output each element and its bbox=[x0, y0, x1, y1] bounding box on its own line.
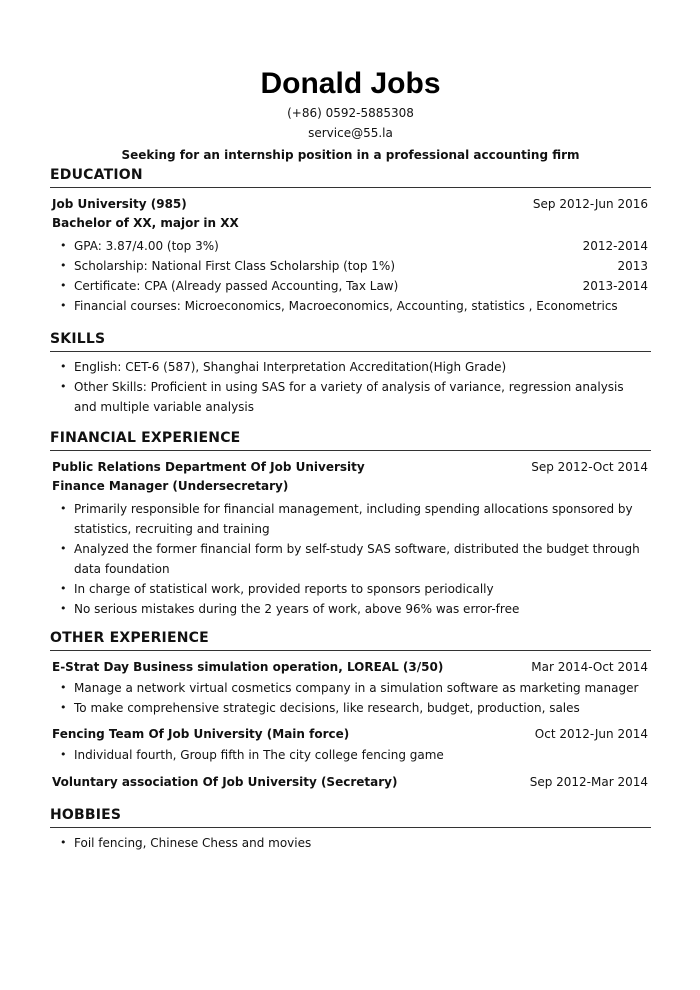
degree: Bachelor of XX, major in XX bbox=[52, 216, 239, 230]
item-text: To make comprehensive strategic decisions, like research, budget, production, sales bbox=[74, 701, 580, 715]
list-item bbox=[50, 276, 651, 296]
bullet-icon: • bbox=[60, 259, 67, 272]
other-org-row bbox=[50, 657, 651, 678]
hobbies-list bbox=[50, 833, 651, 853]
education-school-row bbox=[50, 194, 651, 215]
item-text: Analyzed the former financial form by self-study SAS software, distributed the budget through data foundation bbox=[74, 542, 640, 576]
financial-heading: FINANCIAL EXPERIENCE bbox=[50, 429, 651, 451]
item-text: Certificate: CPA (Already passed Accounting, Tax Law) bbox=[74, 279, 399, 293]
bullet-icon: • bbox=[60, 681, 67, 694]
item-text: Other Skills: Proficient in using SAS for a variety of analysis of variance, regression analysis and multiple variable analysis bbox=[74, 380, 624, 414]
organization-name: Fencing Team Of Job University (Main force) bbox=[52, 727, 350, 741]
item-date: 2013-2014 bbox=[582, 279, 648, 293]
item-date: 2012-2014 bbox=[582, 239, 648, 253]
hobbies-section bbox=[50, 806, 651, 853]
hobbies-heading: HOBBIES bbox=[50, 806, 651, 828]
skills-list bbox=[50, 357, 651, 417]
organization-name: E-Strat Day Business simulation operation, LOREAL (3/50) bbox=[52, 660, 444, 674]
item-text: No serious mistakes during the 2 years of work, above 96% was error-free bbox=[74, 602, 520, 616]
bullet-icon: • bbox=[60, 279, 67, 292]
item-text: In charge of statistical work, provided reports to sponsors periodically bbox=[74, 582, 494, 596]
list-item bbox=[50, 745, 651, 765]
education-section bbox=[50, 166, 651, 316]
list-item bbox=[50, 357, 651, 377]
financial-list bbox=[50, 499, 651, 619]
item-text: Manage a network virtual cosmetics company in a simulation software as marketing manager bbox=[74, 681, 639, 695]
financial-org-row bbox=[50, 457, 651, 478]
list-item bbox=[50, 236, 651, 256]
organization-name: Voluntary association Of Job University (Secretary) bbox=[52, 775, 398, 789]
organization-dates: Sep 2012-Mar 2014 bbox=[529, 775, 648, 789]
item-text: GPA: 3.87/4.00 (top 3%) bbox=[74, 239, 219, 253]
bullet-icon: • bbox=[60, 748, 67, 761]
candidate-name: Donald Jobs bbox=[260, 67, 441, 100]
list-item bbox=[50, 256, 651, 276]
list-item bbox=[50, 539, 651, 579]
financial-experience-section bbox=[50, 429, 651, 619]
education-list bbox=[50, 236, 651, 316]
role-title: Finance Manager (Undersecretary) bbox=[52, 479, 289, 493]
list-item bbox=[50, 833, 651, 853]
item-text: Foil fencing, Chinese Chess and movies bbox=[74, 836, 312, 850]
list-item bbox=[50, 678, 651, 698]
bullet-icon: • bbox=[60, 380, 67, 393]
item-text: Individual fourth, Group fifth in The city college fencing game bbox=[74, 748, 444, 762]
email-address: service@55.la bbox=[308, 126, 393, 140]
education-heading: EDUCATION bbox=[50, 166, 651, 188]
other-list bbox=[50, 745, 651, 765]
school-dates: Sep 2012-Jun 2016 bbox=[532, 197, 648, 211]
item-text: Scholarship: National First Class Scholarship (top 1%) bbox=[74, 259, 396, 273]
skills-section bbox=[50, 330, 651, 417]
bullet-icon: • bbox=[60, 360, 67, 373]
item-text: English: CET-6 (587), Shanghai Interpretation Accreditation(High Grade) bbox=[74, 360, 507, 374]
bullet-icon: • bbox=[60, 602, 67, 615]
organization-dates: Sep 2012-Oct 2014 bbox=[531, 460, 648, 474]
other-org-row bbox=[50, 724, 651, 745]
bullet-icon: • bbox=[60, 239, 67, 252]
bullet-icon: • bbox=[60, 836, 67, 849]
organization-name: Public Relations Department Of Job University bbox=[52, 460, 365, 474]
item-text: Financial courses: Microeconomics, Macroeconomics, Accounting, statistics , Econometrics bbox=[74, 299, 618, 313]
item-text: Primarily responsible for financial management, including spending allocations sponsored by statistics, recruiting and training bbox=[74, 502, 633, 536]
item-date: 2013 bbox=[617, 259, 648, 273]
other-org-row bbox=[50, 772, 651, 793]
phone-number: (+86) 0592-5885308 bbox=[287, 106, 414, 120]
other-experience-section bbox=[50, 629, 651, 793]
organization-dates: Oct 2012-Jun 2014 bbox=[534, 727, 648, 741]
list-item bbox=[50, 499, 651, 539]
list-item bbox=[50, 377, 651, 417]
list-item bbox=[50, 698, 651, 718]
skills-heading: SKILLS bbox=[50, 330, 651, 352]
organization-dates: Mar 2014-Oct 2014 bbox=[531, 660, 648, 674]
school-name: Job University (985) bbox=[52, 197, 187, 211]
list-item bbox=[50, 599, 651, 619]
bullet-icon: • bbox=[60, 582, 67, 595]
bullet-icon: • bbox=[60, 502, 67, 515]
bullet-icon: • bbox=[60, 542, 67, 555]
list-item bbox=[50, 296, 651, 316]
bullet-icon: • bbox=[60, 299, 67, 312]
list-item bbox=[50, 579, 651, 599]
other-list bbox=[50, 678, 651, 718]
bullet-icon: • bbox=[60, 701, 67, 714]
other-heading: OTHER EXPERIENCE bbox=[50, 629, 651, 651]
career-objective: Seeking for an internship position in a professional accounting firm bbox=[121, 148, 580, 162]
